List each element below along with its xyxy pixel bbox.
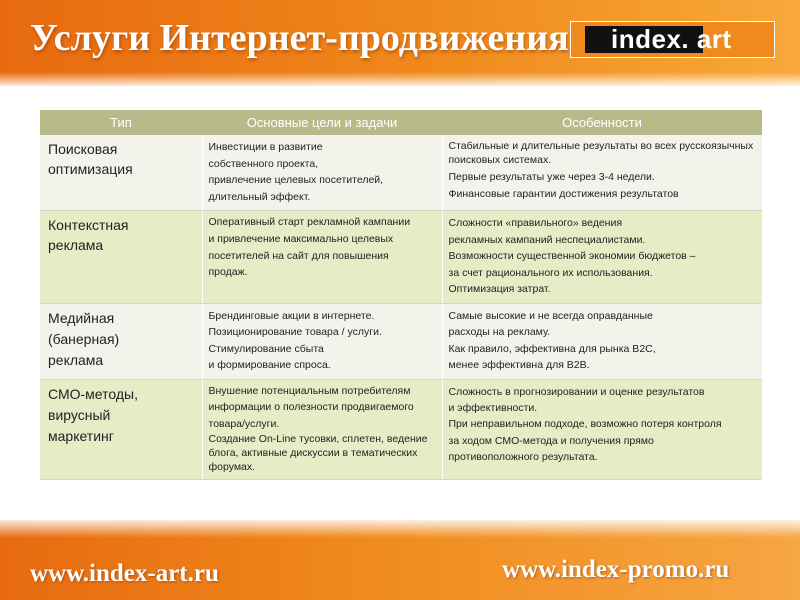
feature-line: Первые результаты уже через 3-4 недели. xyxy=(448,171,655,183)
goal-line: продаж. xyxy=(208,266,248,278)
features-cell xyxy=(442,135,762,211)
goal-line: Брендинговые акции в интернете. xyxy=(208,309,375,322)
type-line: оптимизация xyxy=(48,161,133,177)
feature-line: Оптимизация затрат. xyxy=(448,283,551,295)
goals-cell xyxy=(202,303,442,379)
feature-line: Финансовые гарантии достижения результатов xyxy=(448,187,679,200)
goals-cell xyxy=(202,211,442,304)
goal-line: и формирование спроса. xyxy=(208,359,331,371)
feature-line: Сложности «правильного» ведения xyxy=(448,217,623,229)
feature-line: Как правило, эффективна для рынка B2C, xyxy=(448,342,656,355)
type-cell xyxy=(40,303,202,379)
feature-line: менее эффективна для B2B. xyxy=(448,359,590,371)
goal-line: Стимулирование сбыта xyxy=(208,342,324,355)
page-title: Услуги Интернет-продвижения xyxy=(30,17,569,59)
feature-line: противоположного результата. xyxy=(448,451,598,463)
goal-line: Создание On-Line тусовки, сплетен, ведение блога, активные дискуссии в тематических форумах. xyxy=(208,433,428,473)
header-type: Тип xyxy=(40,110,202,135)
features-cell xyxy=(442,211,762,304)
table-header-row xyxy=(40,110,762,135)
table-row-seo xyxy=(40,135,762,211)
feature-line: При неправильном подходе, возможно потеря контроля xyxy=(448,417,722,430)
goal-line: Оперативный старт рекламной кампании xyxy=(208,216,411,228)
index-art-logo xyxy=(570,21,775,58)
type-line: Медийная xyxy=(48,309,115,326)
type-line: маркетинг xyxy=(48,427,114,444)
type-cell xyxy=(40,211,202,304)
feature-line: за счет рационального их использования. xyxy=(448,266,653,279)
feature-line: за ходом СМО-метода и получения прямо xyxy=(448,434,654,447)
goal-line: и привлечение максимально целевых xyxy=(208,233,394,245)
features-cell xyxy=(442,303,762,379)
feature-line: Сложность в прогнозировании и оценке результатов xyxy=(448,385,705,398)
logo-text: index. art xyxy=(611,24,732,54)
feature-line: Стабильные и длительные результаты во всех русскоязычных поисковых системах. xyxy=(448,140,754,166)
goal-line: Инвестиции в развитие xyxy=(208,141,323,153)
index-art-link[interactable]: www.index-art.ru xyxy=(30,560,219,587)
goal-line: Внушение потенциальным потребителям xyxy=(208,384,411,397)
type-line: вирусный xyxy=(48,406,111,423)
goal-line: информации о полезности продвигаемого xyxy=(208,400,414,413)
services-table xyxy=(40,110,762,480)
footer-bar xyxy=(0,520,800,600)
header-features: Особенности xyxy=(442,110,762,135)
feature-line: Самые высокие и не всегда оправданные xyxy=(448,309,653,322)
type-line: СМО-методы, xyxy=(48,385,138,402)
goal-line: товара/услуги. xyxy=(208,417,280,430)
features-cell xyxy=(442,379,762,480)
table-row-context xyxy=(40,211,762,304)
type-line: Контекстная xyxy=(48,217,129,233)
type-line: реклама xyxy=(48,351,104,368)
feature-line: расходы на рекламу. xyxy=(448,326,551,338)
goals-cell xyxy=(202,135,442,211)
type-cell xyxy=(40,135,202,211)
feature-line: и эффективности. xyxy=(448,402,538,414)
type-line: Поисковая xyxy=(48,141,118,157)
goal-line: привлечение целевых посетителей, xyxy=(208,174,384,186)
goal-line: посетителей на сайт для повышения xyxy=(208,249,389,262)
type-line: (банерная) xyxy=(48,330,120,347)
feature-line: Возможности существенной экономии бюджетов – xyxy=(448,250,696,262)
header-bar xyxy=(0,0,800,86)
goal-line: Позиционирование товара / услуги. xyxy=(208,326,382,338)
goal-line: собственного проекта, xyxy=(208,157,319,170)
type-line: реклама xyxy=(48,237,104,253)
feature-line: рекламных кампаний неспециалистами. xyxy=(448,233,646,246)
goal-line: длительный эффект. xyxy=(208,190,311,203)
table-row-smo xyxy=(40,379,762,480)
index-promo-link[interactable]: www.index-promo.ru xyxy=(502,556,730,583)
goals-cell xyxy=(202,379,442,480)
type-cell xyxy=(40,379,202,480)
header-goals: Основные цели и задачи xyxy=(202,110,442,135)
table-row-banner xyxy=(40,303,762,379)
